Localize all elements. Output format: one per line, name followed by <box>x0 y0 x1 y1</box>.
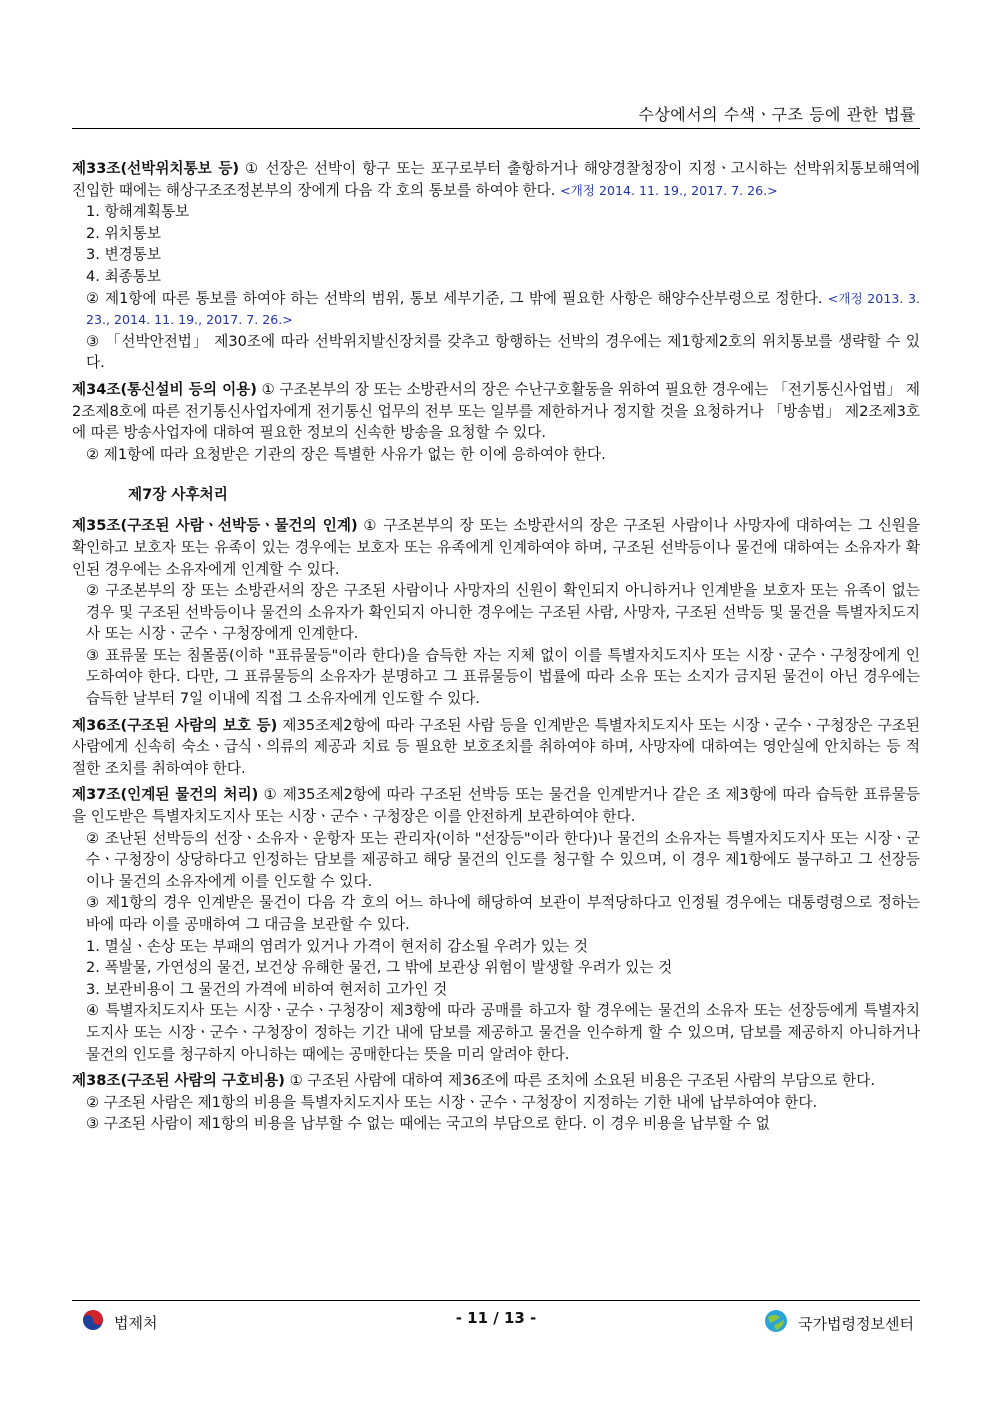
law-title: 수상에서의 수색ㆍ구조 등에 관한 법률 <box>638 105 916 124</box>
article-38 <box>72 1070 920 1135</box>
article-paragraph <box>72 288 920 331</box>
article-paragraph: ② 제1항에 따라 요청받은 기관의 장은 특별한 사유가 없는 한 이에 응하여야 한다. <box>86 445 606 463</box>
article-paragraph <box>72 379 920 444</box>
amendment-note: <개정 2013. 3. 23., 2014. 11. 19., 2017. 7. 26.> <box>86 290 921 328</box>
paragraph-text: ① 선장은 선박이 항구 또는 포구로부터 출항하거나 해양경찰청장이 지정ㆍ고시하는 선박위치통보해역에 진입한 때에는 해상구조조정본부의 장에게 다음 각 호의 통보를 하여야 한다. <box>72 160 921 199</box>
article-paragraph: ④ 특별자치도지사 또는 시장ㆍ군수ㆍ구청장이 제3항에 따라 공매를 하고자 할 경우에는 물건의 소유자 또는 선장등에게 특별자치도지사 또는 시장ㆍ군수ㆍ구청장이 정하는 기간 내에 담보를 제공하고 물건을 인수하게 할 수 있으며, 담보를 제공하지 아니하거나 물건의 인도를 청구하지 아니하는 때에는 공매한다는 뜻을 미리 알려야 한다. <box>86 1002 920 1063</box>
article-paragraph <box>72 784 920 827</box>
paragraph-text: ① 구조본부의 장 또는 소방관서의 장은 구조된 사람이나 사망자에 대하여는 그 신원을 확인하고 보호자 또는 유족이 있는 경우에는 보호자 또는 유족에게 인계하여야 하며, 구조된 선박등이나 물건에 대하여는 소유자가 확인된 경우에는 소유자에게 인계할 수 있다. <box>72 517 920 578</box>
list-item: 3. 보관비용이 그 물건의 가격에 비하여 현저히 고가인 것 <box>86 980 448 998</box>
article-paragraph: ③ 「선박안전법」 제30조에 따라 선박위치발신장치를 갖추고 항행하는 선박의 경우에는 제1항제2호의 위치통보를 생략할 수 있다. <box>86 332 920 372</box>
article-35 <box>72 515 920 709</box>
article-37 <box>72 784 920 1065</box>
page-header <box>72 96 920 129</box>
list-item: 2. 폭발물, 가연성의 물건, 보건상 유해한 물건, 그 밖에 보관상 위험이 발생할 우려가 있는 것 <box>86 959 673 977</box>
article-heading: 제33조(선박위치통보 등) <box>72 160 240 177</box>
article-paragraph: ③ 제1항의 경우 인계받은 물건이 다음 각 호의 어느 하나에 해당하여 보관이 부적당하다고 인정될 경우에는 대통령령으로 정하는 바에 따라 이를 공매하여 그 대금을 보관할 수 있다. <box>86 894 920 933</box>
paragraph-text: ② 제1항에 따른 통보를 하여야 하는 선박의 범위, 통보 세부기준, 그 밖에 필요한 사항은 해양수산부령으로 정한다. <box>86 289 823 307</box>
article-paragraph <box>72 158 920 201</box>
paragraph-text: ① 구조된 사람에 대하여 제36조에 따른 조치에 소요된 비용은 구조된 사람의 부담으로 한다. <box>284 1072 876 1090</box>
list-item: 1. 멸실ㆍ손상 또는 부패의 염려가 있거나 가격이 현저히 감소될 우려가 있는 것 <box>86 937 588 955</box>
paragraph-text: ① 제35조제2항에 따라 구조된 선박등 또는 물건을 인계받거나 같은 조 제3항에 따라 습득한 표류물등을 인도받은 특별자치도지사 또는 시장ㆍ군수ㆍ구청장은 이를 안전하게 보관하여야 한다. <box>72 786 920 826</box>
article-33 <box>72 158 920 374</box>
article-34 <box>72 379 920 465</box>
article-36 <box>72 715 920 780</box>
article-paragraph <box>72 1070 920 1092</box>
article-paragraph: ② 구조된 사람은 제1항의 비용을 특별자치도지사 또는 시장ㆍ군수ㆍ구청장이 지정하는 기한 내에 납부하여야 한다. <box>86 1093 818 1111</box>
paragraph-text: ① 구조본부의 장 또는 소방관서의 장은 수난구호활동을 위하여 필요한 경우에는 「전기통신사업법」 제2조제8호에 따른 전기통신사업자에게 전기통신 업무의 전부 또는 일부를 제한하거나 정지할 것을 요청하거나 「방송법」 제2조제3호에 따른 방송사업자에 대하여 필요한 정보의 신속한 방송을 요청할 수 있다. <box>72 380 920 442</box>
document-body <box>72 158 920 1140</box>
list-item: 1. 항해계획통보 <box>86 203 190 221</box>
footer-org-label: 법제처 <box>114 1313 158 1332</box>
article-paragraph: ③ 표류물 또는 침몰품(이하 "표류물등"이라 한다)을 습득한 자는 지체 없이 이를 특별자치도지사 또는 시장ㆍ군수ㆍ구청장에게 인도하여야 한다. 다만, 그 표류물등의 소유자가 분명하고 그 표류물등이 법률에 따라 소유 또는 소지가 금지된 물건이 아닌 경우에는 습득한 날부터 7일 이내에 직접 그 소유자에게 인도할 수 있다. <box>86 646 920 708</box>
article-paragraph: ② 조난된 선박등의 선장ㆍ소유자ㆍ운항자 또는 관리자(이하 "선장등"이라 한다)나 물건의 소유자는 특별자치도지사 또는 시장ㆍ군수ㆍ구청장이 상당하다고 인정하는 담보를 제공하고 해당 물건의 인도를 청구할 수 있으며, 이 경우 제1항에도 불구하고 그 선장등이나 물건의 소유자에게 이를 인도할 수 있다. <box>86 829 920 890</box>
article-paragraph: ③ 구조된 사람이 제1항의 비용을 납부할 수 없는 때에는 국고의 부담으로 한다. 이 경우 비용을 납부할 수 없 <box>86 1115 770 1133</box>
page-footer <box>72 1300 920 1341</box>
chapter-heading: 제7장 사후처리 <box>128 486 228 504</box>
paragraph-text: 제35조제2항에 따라 구조된 사람 등을 인계받은 특별자치도지사 또는 시장ㆍ군수ㆍ구청장은 구조된 사람에게 신속히 숙소ㆍ급식ㆍ의류의 제공과 치료 등 필요한 보호조치를 취하여야 하며, 사망자에 대하여는 영안실에 안치하는 등 적절한 조치를 취하여야 한다. <box>72 716 920 777</box>
article-paragraph <box>72 515 920 580</box>
article-heading: 제34조(통신설비 등의 이용) <box>72 380 257 398</box>
footer-right <box>764 1309 914 1337</box>
list-item: 4. 최종통보 <box>86 267 161 285</box>
article-paragraph: ② 구조본부의 장 또는 소방관서의 장은 구조된 사람이나 사망자의 신원이 확인되지 아니하거나 인계받을 보호자 또는 유족이 없는 경우 및 구조된 선박등이나 물건의 소유자가 확인되지 아니한 경우에는 구조된 사람, 사망자, 구조된 선박등 및 물건을 특별자치도지사 또는 시장ㆍ군수ㆍ구청장에게 인계한다. <box>86 582 920 643</box>
list-item: 3. 변경통보 <box>86 246 161 264</box>
globe-logo-icon <box>764 1309 788 1337</box>
article-heading: 제36조(구조된 사람의 보호 등) <box>72 716 278 734</box>
article-paragraph <box>72 715 920 780</box>
amendment-note: <개정 2014. 11. 19., 2017. 7. 26.> <box>560 182 778 198</box>
footer-center-label: 국가법령정보센터 <box>798 1314 914 1333</box>
article-heading: 제37조(인계된 물건의 처리) <box>72 786 259 804</box>
article-heading: 제38조(구조된 사람의 구호비용) <box>72 1072 285 1090</box>
list-item: 2. 위치통보 <box>86 224 161 242</box>
page-indicator: - 11 / 13 - <box>455 1309 537 1327</box>
article-heading: 제35조(구조된 사람ㆍ선박등ㆍ물건의 인계) <box>72 517 358 535</box>
